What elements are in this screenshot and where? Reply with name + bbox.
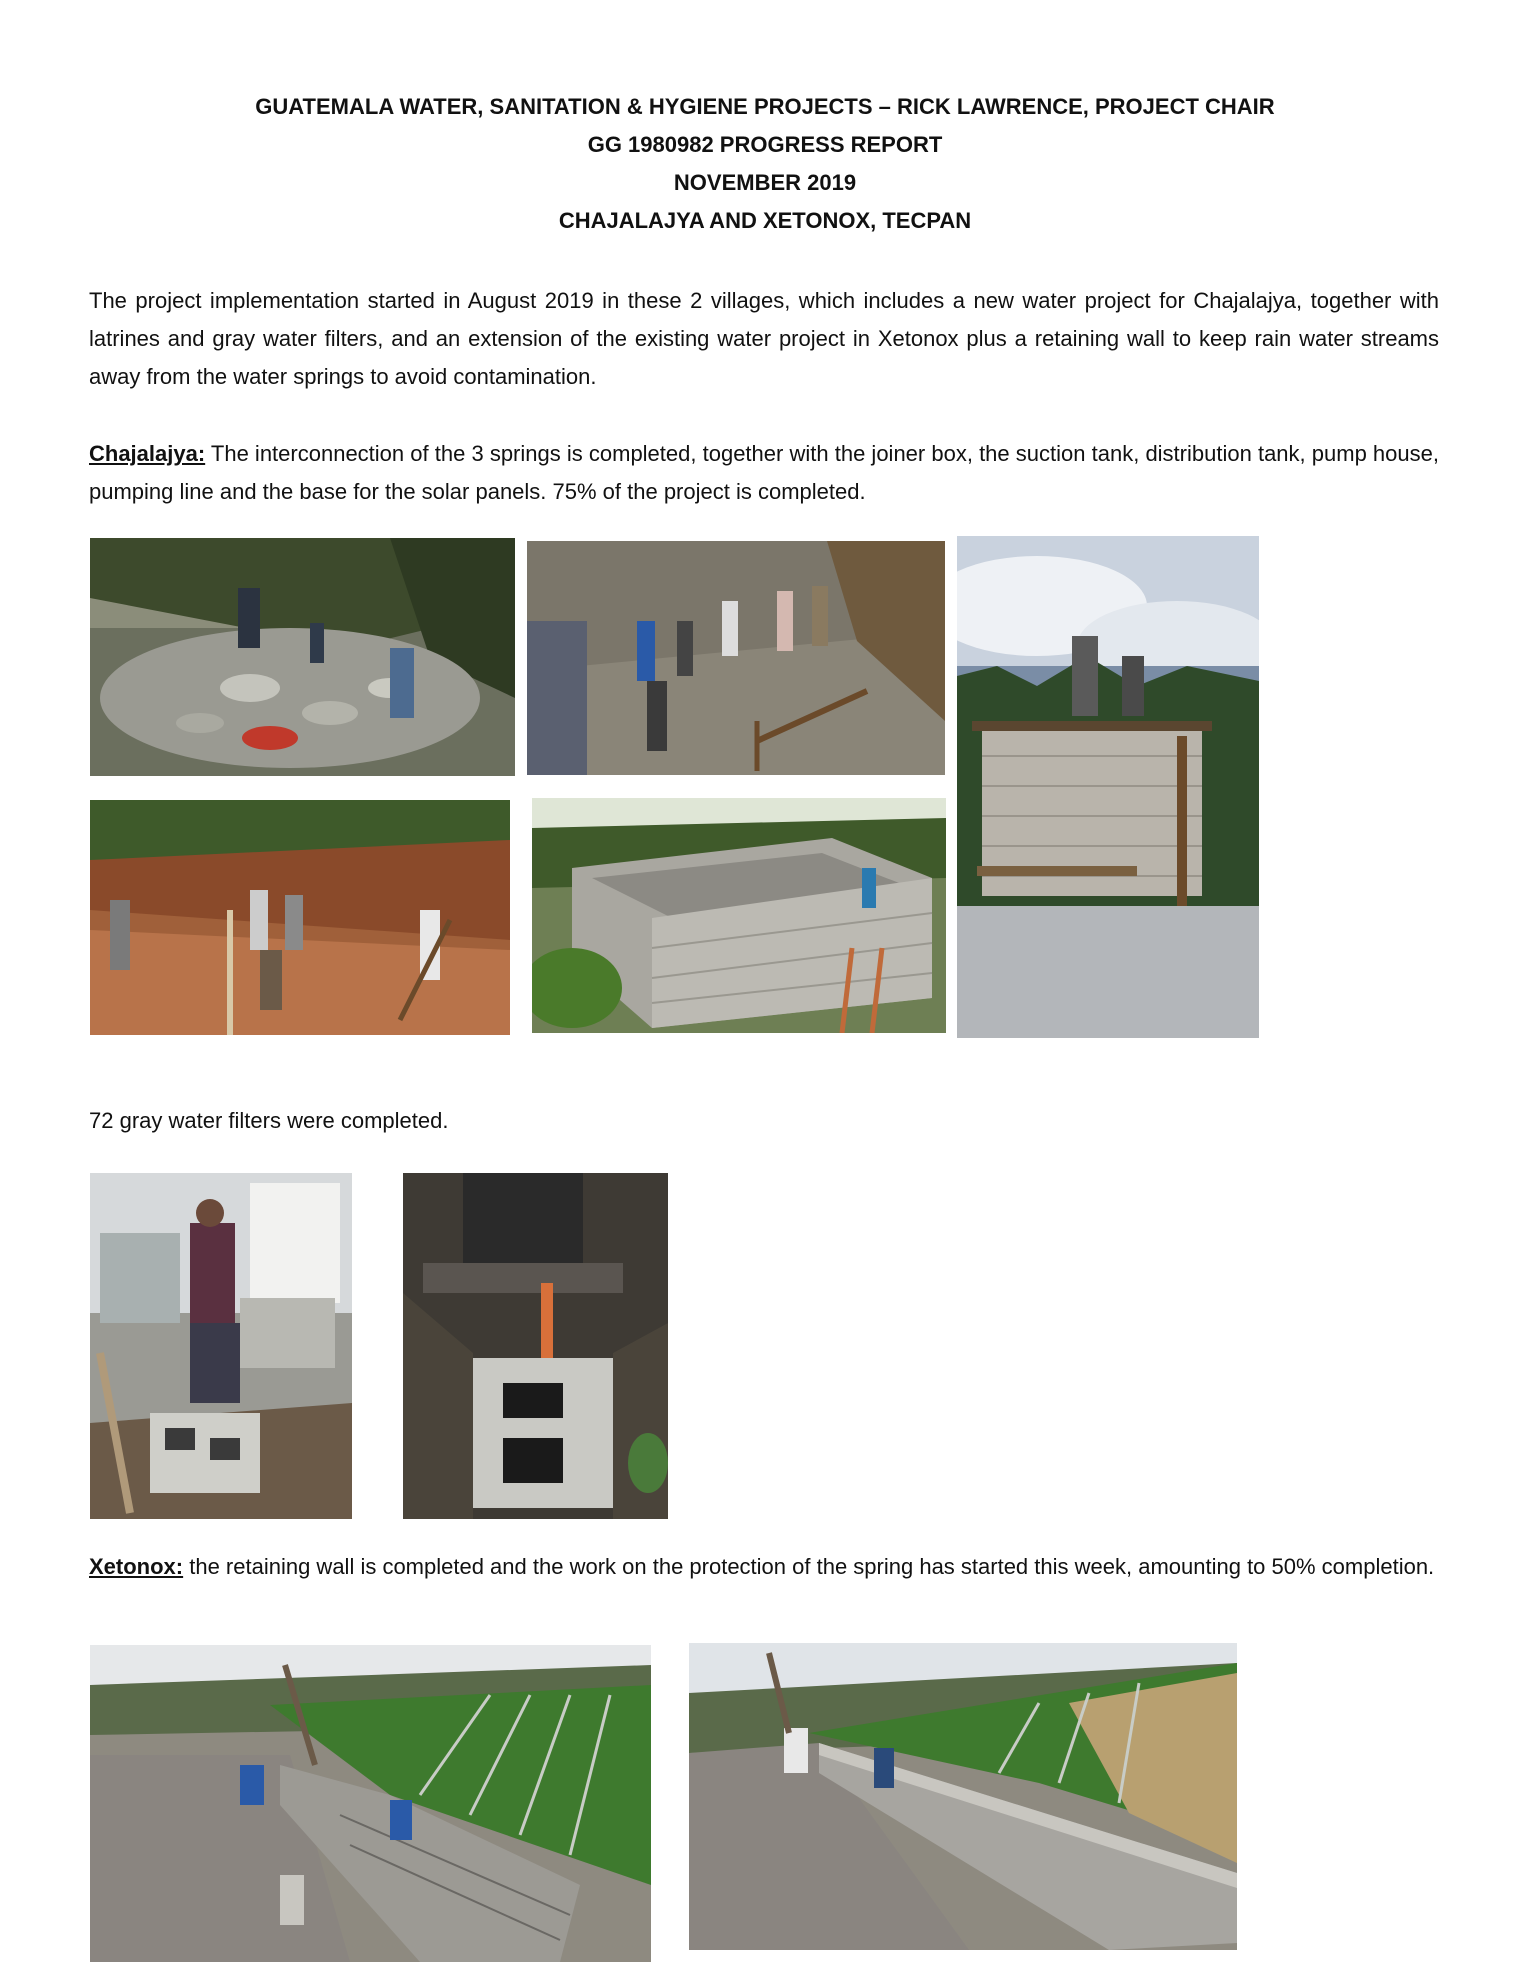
intro-paragraph: The project implementation started in August 2019 in these 2 villages, which includes a new water project for Chajalajya, together with latrines and gray water filters, and an extension of the existing water project in Xetonox plus a retaining wall to keep rain water streams away from the water springs to avoid contamination. bbox=[89, 288, 1439, 389]
header-title: GUATEMALA WATER, SANITATION & HYGIENE PROJECTS – RICK LAWRENCE, PROJECT CHAIR bbox=[255, 94, 1275, 119]
photo-pump-house bbox=[957, 536, 1259, 1038]
chajalajya-heading: Chajalajya: bbox=[89, 441, 206, 466]
photo-filter-woman bbox=[90, 1173, 352, 1519]
header-date: NOVEMBER 2019 bbox=[673, 170, 857, 195]
chajalajya-paragraph bbox=[89, 435, 1439, 511]
photo-concrete-tank bbox=[532, 798, 946, 1033]
header-grant: GG 1980982 PROGRESS REPORT bbox=[587, 132, 943, 157]
photo-retaining-wall-construction bbox=[90, 1645, 651, 1962]
photo-filter-closeup bbox=[403, 1173, 668, 1519]
xetonox-heading: Xetonox: bbox=[89, 1554, 184, 1579]
photo-retaining-wall-completed bbox=[689, 1643, 1237, 1950]
photo-spring-interconnection bbox=[90, 538, 515, 776]
chajalajya-text: The interconnection of the 3 springs is completed, together with the joiner box, the suction tank, distribution tank, pump house, pumping line and the base for the solar panels. 75% of the project is completed. bbox=[89, 441, 1439, 504]
header-location: CHAJALAJYA AND XETONOX, TECPAN bbox=[558, 208, 972, 233]
photo-hillside-workers bbox=[527, 541, 945, 775]
photo-excavation bbox=[90, 800, 510, 1035]
xetonox-paragraph bbox=[89, 1548, 1439, 1586]
report-header bbox=[0, 88, 1530, 240]
xetonox-text: the retaining wall is completed and the work on the protection of the spring has started this week, amounting to 50% completion. bbox=[183, 1554, 1435, 1579]
filters-paragraph: 72 gray water filters were completed. bbox=[89, 1108, 449, 1133]
